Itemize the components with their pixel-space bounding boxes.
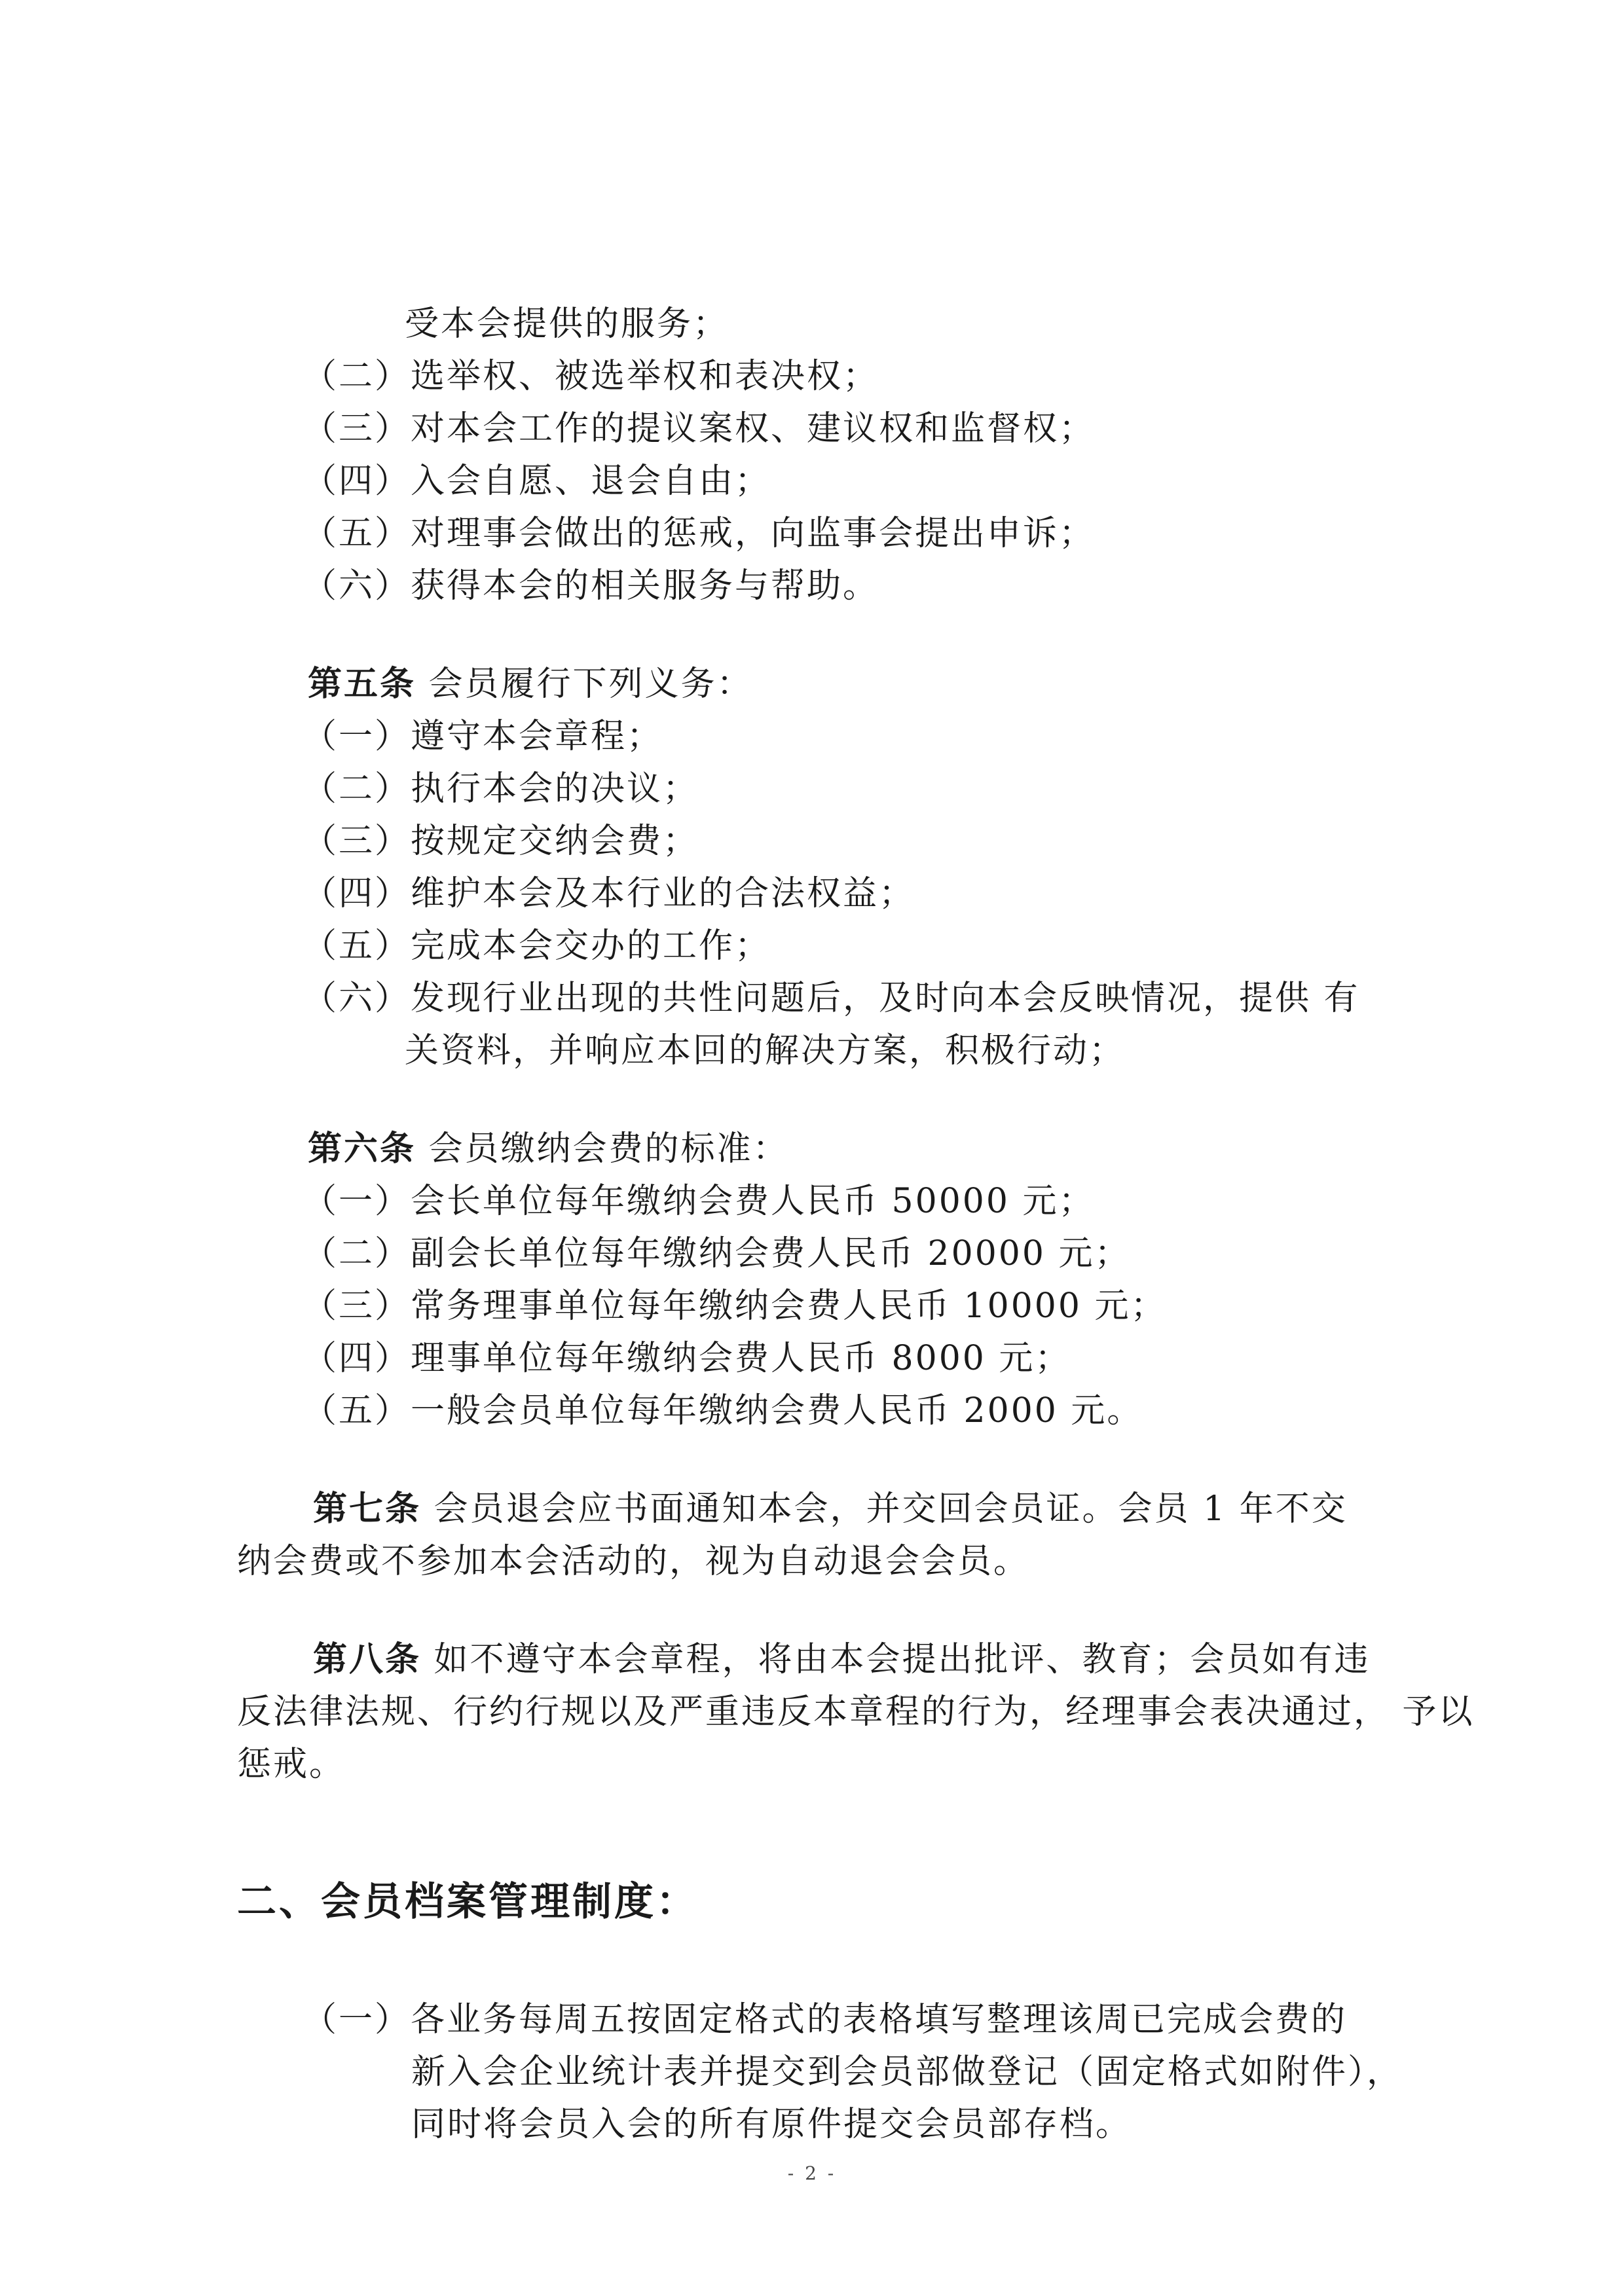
section2-item-1: （一）各业务每周五按固定格式的表格填写整理该周已完成会费的 bbox=[303, 2000, 1348, 2039]
article7-line-2: 纳会费或不参加本会活动的，视为自动退会会员。 bbox=[237, 1542, 1030, 1581]
article6-item-1: （一）会长单位每年缴纳会费人民币 50000 元； bbox=[303, 1182, 1095, 1221]
article6-text: 会员缴纳会费的标准： bbox=[416, 1129, 789, 1169]
article6-title bbox=[308, 1123, 789, 1175]
article6-item-2: （二）副会长单位每年缴纳会费人民币 20000 元； bbox=[303, 1234, 1131, 1273]
article7-text-1: 会员退会应书面通知本会，并交回会员证。会员 1 年不交 bbox=[421, 1489, 1348, 1529]
page-number: - 2 - bbox=[787, 2162, 837, 2184]
article8-text-1: 如不遵守本会章程，将由本会提出批评、教育；会员如有违 bbox=[421, 1640, 1371, 1679]
article6-label: 第六条 bbox=[308, 1129, 416, 1169]
article5-item-6: （六）发现行业出现的共性问题后，及时向本会反映情况，提供 有 bbox=[303, 979, 1360, 1018]
article6-item-3: （三）常务理事单位每年缴纳会费人民币 10000 元； bbox=[303, 1286, 1167, 1326]
rights-item-4: （四）入会自愿、退会自由； bbox=[303, 462, 771, 501]
article5-title bbox=[308, 658, 753, 710]
article5-label: 第五条 bbox=[308, 665, 416, 704]
article7-line-1 bbox=[313, 1483, 1348, 1535]
article5-item-5: （五）完成本会交办的工作； bbox=[303, 926, 771, 966]
section2-item-1-continuation-1: 新入会企业统计表并提交到会员部做登记（固定格式如附件）， bbox=[411, 2052, 1403, 2092]
rights-item-2: （二）选举权、被选举权和表决权； bbox=[303, 357, 879, 396]
article8-line-1 bbox=[313, 1633, 1371, 1686]
rights-item-5: （五）对理事会做出的惩戒，向监事会提出申诉； bbox=[303, 514, 1096, 553]
article8-line-2: 反法律法规、行约行规以及严重违反本章程的行为，经理事会表决通过， 予以 bbox=[237, 1692, 1475, 1732]
article8-line-3: 惩戒。 bbox=[237, 1745, 346, 1784]
rights-item-6: （六）获得本会的相关服务与帮助。 bbox=[303, 566, 879, 606]
article5-item-6-continuation: 关资料，并响应本回的解决方案，积极行动； bbox=[405, 1031, 1126, 1070]
article5-item-3: （三）按规定交纳会费； bbox=[303, 822, 699, 861]
section2-item-1-continuation-2: 同时将会员入会的所有原件提交会员部存档。 bbox=[411, 2105, 1132, 2144]
article5-item-1: （一）遵守本会章程； bbox=[303, 717, 663, 756]
article8-label: 第八条 bbox=[313, 1640, 422, 1679]
rights-item-1-continuation: 受本会提供的服务； bbox=[405, 304, 729, 344]
article6-item-5: （五）一般会员单位每年缴纳会费人民币 2000 元。 bbox=[303, 1391, 1143, 1430]
article5-item-4: （四）维护本会及本行业的合法权益； bbox=[303, 874, 915, 913]
article6-item-4: （四）理事单位每年缴纳会费人民币 8000 元； bbox=[303, 1339, 1071, 1378]
article7-label: 第七条 bbox=[313, 1489, 422, 1529]
article5-text: 会员履行下列义务： bbox=[416, 665, 753, 704]
article5-item-2: （二）执行本会的决议； bbox=[303, 769, 699, 809]
section2-heading: 二、会员档案管理制度： bbox=[237, 1879, 698, 1925]
rights-item-3: （三）对本会工作的提议案权、建议权和监督权； bbox=[303, 409, 1096, 448]
